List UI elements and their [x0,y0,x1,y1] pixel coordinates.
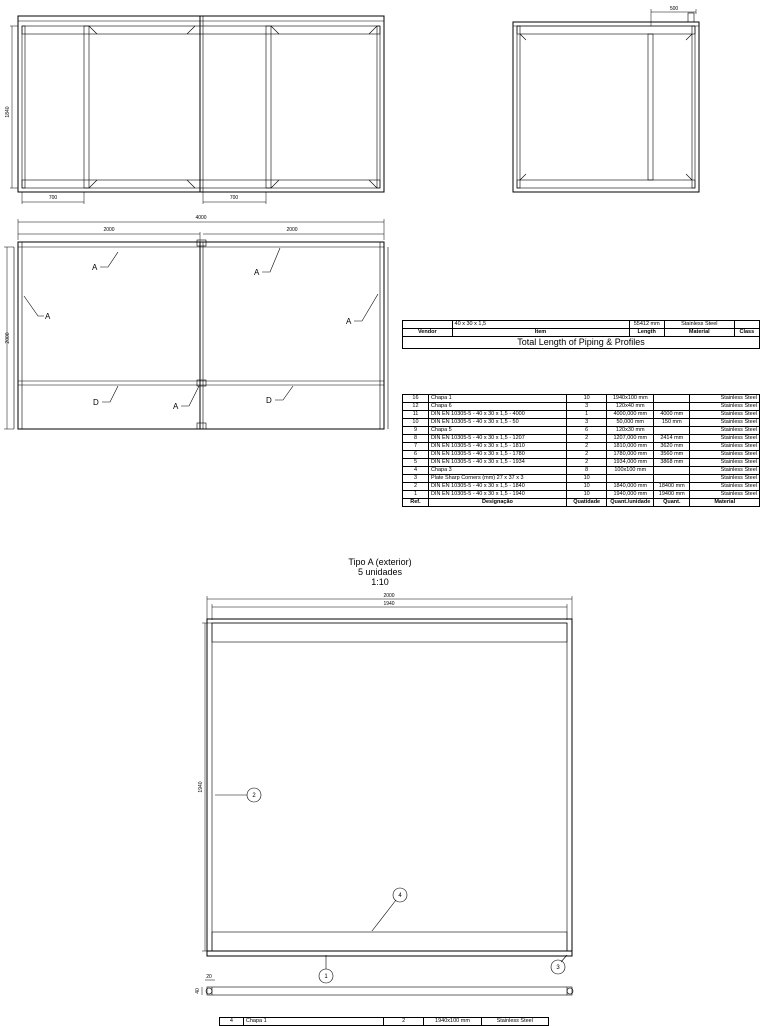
bom-cell: Stainless Steel [690,435,760,443]
bom-cell: 16 [403,395,429,403]
bom-cell: 6 [566,427,606,435]
front-view [5,16,384,204]
table-row [403,483,760,491]
bom-cell: Stainless Steel [690,475,760,483]
detail-subtitle: 5 unidades [357,567,403,577]
bom-header-ref: Ref. [403,499,429,507]
bom-cell: 10 [566,475,606,483]
bom-cell: 8 [566,467,606,475]
bom-cell: 3 [566,403,606,411]
bom-cell: Stainless Steel [690,443,760,451]
table-row [403,427,760,435]
detail-title: Tipo A (exterior) [348,557,412,567]
piping-header-vendor: Vendor [403,329,453,337]
table-row [403,403,760,411]
section-label-a5: A [173,402,179,411]
piping-class [734,321,759,329]
bom-cell: 120x30 mm [607,427,654,435]
piping-item: 40 x 30 x 1,5 [452,321,629,329]
table-row [403,475,760,483]
bom-cell: 2 [566,443,606,451]
bom-cell: 1934,000 mm [607,459,654,467]
bom-cell: Stainless Steel [690,411,760,419]
bom-cell: 1840,000 mm [607,483,654,491]
detail-height-dim: 1940 [198,781,204,793]
table-row [403,395,760,403]
bom-cell: Stainless Steel [690,395,760,403]
bom-cell: 8 [403,435,429,443]
front-bay-dim-right: 700 [229,195,239,201]
bom-cell: 3620 mm [654,443,690,451]
section-label-a1: A [92,263,98,272]
side-depth-dim: 500 [669,6,679,12]
bom-cell: 3 [403,475,429,483]
section-label-a4: A [346,317,352,326]
bom-cell: Stainless Steel [690,419,760,427]
bom-cell: 1780,000 mm [607,451,654,459]
section-label-a2: A [254,268,260,277]
bom-cell: 3 [566,419,606,427]
piping-header-class: Class [734,329,759,337]
bom-cell: 3560 mm [654,451,690,459]
bom-cell: 4 [403,467,429,475]
plan-overall-dim: 4000 [195,215,207,221]
detail-scale: 1:10 [371,577,389,587]
bom-cell: 11 [403,411,429,419]
bom-cell: 18400 mm [654,483,690,491]
bom-cell: 4000,000 mm [607,411,654,419]
table-row [403,451,760,459]
piping-table-title: Total Length of Piping & Profiles [403,337,760,349]
bom-cell: Stainless Steel [690,459,760,467]
bom-cell: 2414 mm [654,435,690,443]
bom-cell: DIN EN 10305-5 - 40 x 30 x 1,5 - 1940 [428,491,566,499]
bom-cell: 150 mm [654,419,690,427]
bom-cell: 2 [566,435,606,443]
bom-cell: 10 [566,483,606,491]
bom-cell: DIN EN 10305-5 - 40 x 30 x 1,5 - 1207 [428,435,566,443]
bom-cell: 2 [566,459,606,467]
bottom-ref: 4 [220,1018,244,1026]
bom-cell: 12 [403,403,429,411]
table-row [403,467,760,475]
bom-cell: 1207,000 mm [607,435,654,443]
bom-cell: DIN EN 10305-5 - 40 x 30 x 1,5 - 50 [428,419,566,427]
detail-title-block [320,557,440,587]
bom-cell: 2 [403,483,429,491]
bom-cell: Chapa 5 [428,427,566,435]
bom-cell [607,475,654,483]
bom-header-designacao: Designação [428,499,566,507]
bom-cell: Stainless Steel [690,467,760,475]
bom-cell [654,475,690,483]
table-row [403,411,760,419]
bom-cell: DIN EN 10305-5 - 40 x 30 x 1,5 - 1780 [428,451,566,459]
bom-cell: 1 [403,491,429,499]
table-row [403,435,760,443]
section-dim-20: 20 [206,974,212,980]
plan-depth-dim: 2000 [5,332,11,344]
bom-cell: 5 [403,459,429,467]
bom-cell: DIN EN 10305-5 - 40 x 30 x 1,5 - 1840 [428,483,566,491]
bom-header-quant: Quant. [654,499,690,507]
piping-header-item: Item [452,329,629,337]
bottom-quant-unidade: 1940x100 mm [424,1018,481,1026]
bom-cell: 1940x100 mm [607,395,654,403]
bom-header-quantidade: Quatidade [566,499,606,507]
bom-cell: 19400 mm [654,491,690,499]
bom-cell [654,395,690,403]
piping-material: Stainless Steel [664,321,734,329]
bom-cell: DIN EN 10305-5 - 40 x 30 x 1,5 - 1810 [428,443,566,451]
balloon-3: 3 [556,965,560,971]
bom-cell: 1810,000 mm [607,443,654,451]
bom-cell: 3868 mm [654,459,690,467]
plan-bay-dim-left: 2000 [103,227,115,233]
bom-cell: 10 [566,491,606,499]
table-row [403,459,760,467]
bom-header-material: Material [690,499,760,507]
bom-cell: 10 [566,395,606,403]
section-label-a3: A [45,312,51,321]
bom-cell: Stainless Steel [690,427,760,435]
side-view [513,6,699,192]
bom-cell: Stainless Steel [690,451,760,459]
detail-view [195,593,573,995]
bom-cell: 120x40 mm [607,403,654,411]
section-dim-40: 40 [195,988,201,994]
bom-cell: DIN EN 10305-5 - 40 x 30 x 1,5 - 4000 [428,411,566,419]
bom-header-quant-unidade: Quant./unidade [607,499,654,507]
table-row [403,491,760,499]
bom-cell: 7 [403,443,429,451]
bom-cell: 4000 mm [654,411,690,419]
bom-cell: 50,000 mm [607,419,654,427]
front-height-dim: 1840 [5,106,11,118]
table-row [403,419,760,427]
piping-length: 55412 mm [629,321,664,329]
bom-cell: 2 [566,451,606,459]
bottom-qty: 2 [383,1018,423,1026]
front-bay-dim-left: 700 [48,195,58,201]
bom-cell: Chapa 3 [428,467,566,475]
bom-cell: 6 [403,451,429,459]
section-label-d1: D [93,398,99,407]
bom-table [402,394,760,507]
balloon-4: 4 [398,893,402,899]
bom-cell [654,403,690,411]
piping-header-length: Length [629,329,664,337]
bom-cell: Chapa 1 [428,395,566,403]
piping-table [402,320,760,349]
bom-cell: Stainless Steel [690,491,760,499]
bom-cell: Chapa 6 [428,403,566,411]
piping-header-material: Material [664,329,734,337]
bom-cell: 9 [403,427,429,435]
bottom-table [219,1017,549,1026]
plan-view [4,215,388,429]
bottom-material: Stainless Steel [481,1018,548,1026]
bottom-designacao: Chapa 1 [243,1018,383,1026]
bom-cell: DIN EN 10305-5 - 40 x 30 x 1,5 - 1934 [428,459,566,467]
balloon-1: 1 [324,974,328,980]
bom-cell: Stainless Steel [690,403,760,411]
balloon-2: 2 [252,793,256,799]
bom-cell [654,467,690,475]
bom-cell: 10 [403,419,429,427]
table-row [403,443,760,451]
bom-cell: 1 [566,411,606,419]
bom-cell: 100x100 mm [607,467,654,475]
bom-cell: 1940,000 mm [607,491,654,499]
detail-outer-width-dim: 2000 [383,593,395,599]
bom-cell: Stainless Steel [690,483,760,491]
bom-cell: Plate Sharp Corners (mm) 27 x 37 x 3 [428,475,566,483]
bom-cell [654,427,690,435]
section-label-d2: D [266,396,272,405]
detail-inner-width-dim: 1940 [383,601,395,607]
piping-vendor [403,321,453,329]
plan-bay-dim-right: 2000 [286,227,298,233]
